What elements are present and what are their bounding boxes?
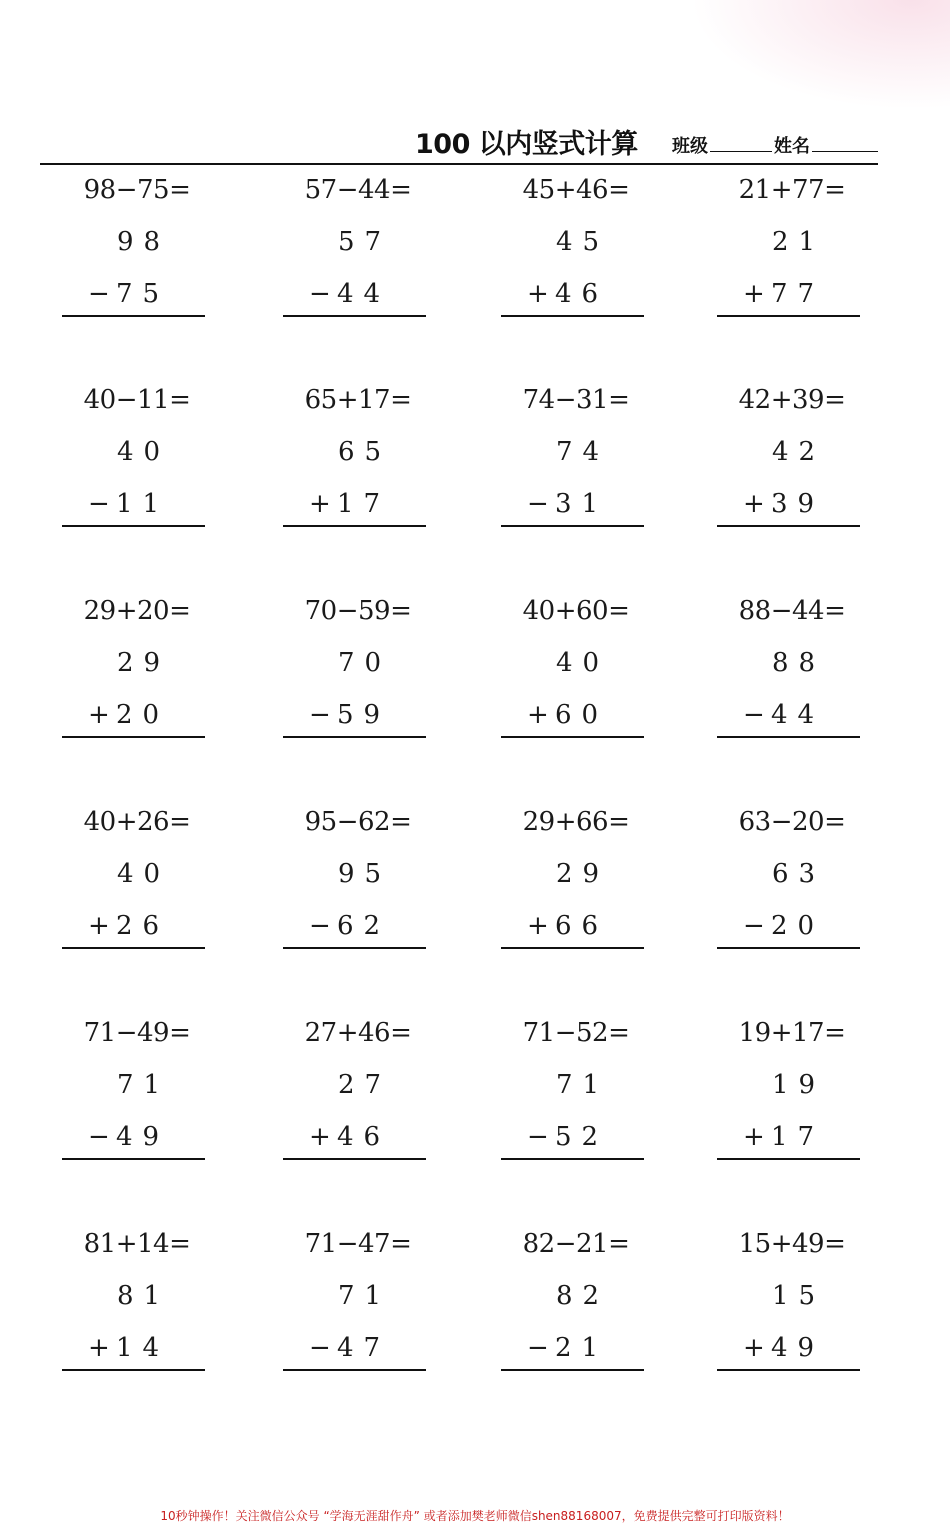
problem-expression: 45+46= xyxy=(522,175,630,205)
top-operand: 74 xyxy=(556,437,610,467)
top-operand: 81 xyxy=(117,1281,171,1311)
operator-sign: − xyxy=(88,279,110,309)
operator-row xyxy=(309,1333,390,1363)
problem-item xyxy=(62,1018,252,1168)
problem-expression: 82−21= xyxy=(522,1229,630,1259)
answer-line[interactable] xyxy=(501,315,644,317)
operator-row xyxy=(527,911,608,941)
bottom-operand: 14 xyxy=(116,1333,170,1363)
problem-expression: 40−11= xyxy=(83,385,191,415)
answer-line[interactable] xyxy=(717,315,860,317)
operator-row xyxy=(309,279,390,309)
bottom-operand: 62 xyxy=(337,911,391,941)
top-operand: 21 xyxy=(772,227,826,257)
problem-expression: 71−47= xyxy=(304,1229,412,1259)
operator-row xyxy=(88,911,169,941)
operator-sign: − xyxy=(309,700,331,730)
top-operand: 27 xyxy=(338,1070,392,1100)
top-operand: 65 xyxy=(338,437,392,467)
operator-row xyxy=(743,489,824,519)
operator-row xyxy=(743,911,824,941)
operator-row xyxy=(88,1122,169,1152)
bottom-operand: 66 xyxy=(555,911,609,941)
answer-line[interactable] xyxy=(501,1369,644,1371)
problem-item xyxy=(283,1229,473,1379)
operator-sign: + xyxy=(88,1333,110,1363)
answer-line[interactable] xyxy=(717,525,860,527)
top-operand: 63 xyxy=(772,859,826,889)
top-operand: 70 xyxy=(338,648,392,678)
problem-item xyxy=(62,596,252,746)
problem-expression: 42+39= xyxy=(738,385,846,415)
top-operand: 40 xyxy=(117,859,171,889)
problem-expression: 29+20= xyxy=(83,596,191,626)
answer-line[interactable] xyxy=(501,947,644,949)
answer-line[interactable] xyxy=(283,947,426,949)
problem-item xyxy=(283,596,473,746)
top-operand: 40 xyxy=(556,648,610,678)
bottom-operand: 31 xyxy=(555,489,609,519)
problem-expression: 88−44= xyxy=(738,596,846,626)
bottom-operand: 21 xyxy=(555,1333,609,1363)
problem-item xyxy=(501,596,691,746)
problem-expression: 40+26= xyxy=(83,807,191,837)
answer-line[interactable] xyxy=(62,947,205,949)
problem-expression: 19+17= xyxy=(738,1018,846,1048)
top-operand: 40 xyxy=(117,437,171,467)
operator-row xyxy=(527,279,608,309)
problem-expression: 15+49= xyxy=(738,1229,846,1259)
top-operand: 88 xyxy=(772,648,826,678)
top-operand: 15 xyxy=(772,1281,826,1311)
operator-sign: + xyxy=(527,911,549,941)
top-operand: 42 xyxy=(772,437,826,467)
operator-sign: + xyxy=(743,1122,765,1152)
operator-sign: − xyxy=(88,489,110,519)
problem-item xyxy=(501,175,691,325)
operator-row xyxy=(743,1333,824,1363)
operator-sign: + xyxy=(527,700,549,730)
operator-sign: − xyxy=(527,1333,549,1363)
operator-sign: − xyxy=(309,911,331,941)
answer-line[interactable] xyxy=(283,525,426,527)
top-operand: 98 xyxy=(117,227,171,257)
answer-line[interactable] xyxy=(283,1158,426,1160)
answer-line[interactable] xyxy=(62,315,205,317)
answer-line[interactable] xyxy=(62,736,205,738)
problem-item xyxy=(283,807,473,957)
bottom-operand: 60 xyxy=(555,700,609,730)
problem-expression: 95−62= xyxy=(304,807,412,837)
problem-expression: 70−59= xyxy=(304,596,412,626)
operator-sign: + xyxy=(743,279,765,309)
name-label: 姓名 xyxy=(774,136,810,157)
bottom-operand: 26 xyxy=(116,911,170,941)
operator-sign: − xyxy=(527,489,549,519)
answer-line[interactable] xyxy=(283,1369,426,1371)
operator-row xyxy=(527,489,608,519)
page-title: 100 以内竖式计算 xyxy=(415,129,638,160)
operator-sign: + xyxy=(743,1333,765,1363)
problem-item xyxy=(283,1018,473,1168)
answer-line[interactable] xyxy=(283,315,426,317)
operator-row xyxy=(743,279,824,309)
top-operand: 95 xyxy=(338,859,392,889)
problem-item xyxy=(717,1229,907,1379)
bottom-operand: 49 xyxy=(771,1333,825,1363)
operator-row xyxy=(309,489,390,519)
answer-line[interactable] xyxy=(283,736,426,738)
answer-line[interactable] xyxy=(62,1158,205,1160)
operator-sign: − xyxy=(527,1122,549,1152)
problem-expression: 63−20= xyxy=(738,807,846,837)
answer-line[interactable] xyxy=(501,525,644,527)
problem-item xyxy=(283,385,473,535)
top-operand: 71 xyxy=(117,1070,171,1100)
problem-expression: 57−44= xyxy=(304,175,412,205)
problem-item xyxy=(501,807,691,957)
operator-row xyxy=(88,489,169,519)
operator-sign: + xyxy=(309,489,331,519)
top-operand: 29 xyxy=(117,648,171,678)
problem-expression: 98−75= xyxy=(83,175,191,205)
problem-expression: 71−52= xyxy=(522,1018,630,1048)
problem-item xyxy=(717,807,907,957)
bottom-operand: 47 xyxy=(337,1333,391,1363)
operator-sign: − xyxy=(309,279,331,309)
bottom-operand: 11 xyxy=(116,489,170,519)
top-operand: 71 xyxy=(338,1281,392,1311)
bottom-operand: 49 xyxy=(116,1122,170,1152)
answer-line[interactable] xyxy=(717,736,860,738)
problem-expression: 74−31= xyxy=(522,385,630,415)
operator-row xyxy=(743,1122,824,1152)
bottom-operand: 44 xyxy=(771,700,825,730)
problem-item xyxy=(501,385,691,535)
operator-sign: − xyxy=(88,1122,110,1152)
answer-line[interactable] xyxy=(717,1369,860,1371)
operator-row xyxy=(88,1333,169,1363)
bottom-operand: 20 xyxy=(771,911,825,941)
top-operand: 57 xyxy=(338,227,392,257)
top-operand: 45 xyxy=(556,227,610,257)
operator-sign: + xyxy=(88,700,110,730)
bottom-operand: 39 xyxy=(771,489,825,519)
class-label: 班级 xyxy=(672,136,708,157)
operator-sign: + xyxy=(743,489,765,519)
problem-item xyxy=(717,1018,907,1168)
problem-item xyxy=(283,175,473,325)
operator-row xyxy=(88,279,169,309)
operator-sign: − xyxy=(743,700,765,730)
problem-item xyxy=(501,1018,691,1168)
answer-line[interactable] xyxy=(62,525,205,527)
top-operand: 71 xyxy=(556,1070,610,1100)
operator-row xyxy=(88,700,169,730)
operator-row xyxy=(527,1122,608,1152)
footer-notice: 10秒钟操作！关注微信公众号 “学海无涯甜作舟” 或者添加樊老师微信shen88168007，免费提供完整可打印版资料！ xyxy=(160,1509,790,1523)
bottom-operand: 75 xyxy=(116,279,170,309)
problem-expression: 71−49= xyxy=(83,1018,191,1048)
operator-row xyxy=(527,1333,608,1363)
top-operand: 19 xyxy=(772,1070,826,1100)
problem-item xyxy=(62,385,252,535)
problem-item xyxy=(717,175,907,325)
operator-sign: − xyxy=(743,911,765,941)
bottom-operand: 44 xyxy=(337,279,391,309)
answer-line[interactable] xyxy=(717,1158,860,1160)
top-operand: 29 xyxy=(556,859,610,889)
bottom-operand: 17 xyxy=(771,1122,825,1152)
problem-expression: 65+17= xyxy=(304,385,412,415)
problem-item xyxy=(62,1229,252,1379)
bottom-operand: 46 xyxy=(337,1122,391,1152)
operator-row xyxy=(743,700,824,730)
operator-row xyxy=(309,1122,390,1152)
operator-row xyxy=(309,911,390,941)
bottom-operand: 46 xyxy=(555,279,609,309)
answer-line[interactable] xyxy=(501,736,644,738)
answer-line[interactable] xyxy=(717,947,860,949)
bottom-operand: 77 xyxy=(771,279,825,309)
operator-row xyxy=(309,700,390,730)
problem-item xyxy=(62,807,252,957)
problem-item xyxy=(501,1229,691,1379)
problem-expression: 29+66= xyxy=(522,807,630,837)
bottom-operand: 59 xyxy=(337,700,391,730)
bottom-operand: 17 xyxy=(337,489,391,519)
problem-item xyxy=(717,385,907,535)
bottom-operand: 52 xyxy=(555,1122,609,1152)
problem-item xyxy=(717,596,907,746)
problem-expression: 27+46= xyxy=(304,1018,412,1048)
problem-item xyxy=(62,175,252,325)
operator-row xyxy=(527,700,608,730)
operator-sign: + xyxy=(309,1122,331,1152)
operator-sign: − xyxy=(309,1333,331,1363)
operator-sign: + xyxy=(88,911,110,941)
answer-line[interactable] xyxy=(501,1158,644,1160)
problem-expression: 81+14= xyxy=(83,1229,191,1259)
top-operand: 82 xyxy=(556,1281,610,1311)
bottom-operand: 20 xyxy=(116,700,170,730)
problem-expression: 21+77= xyxy=(738,175,846,205)
problem-expression: 40+60= xyxy=(522,596,630,626)
operator-sign: + xyxy=(527,279,549,309)
answer-line[interactable] xyxy=(62,1369,205,1371)
